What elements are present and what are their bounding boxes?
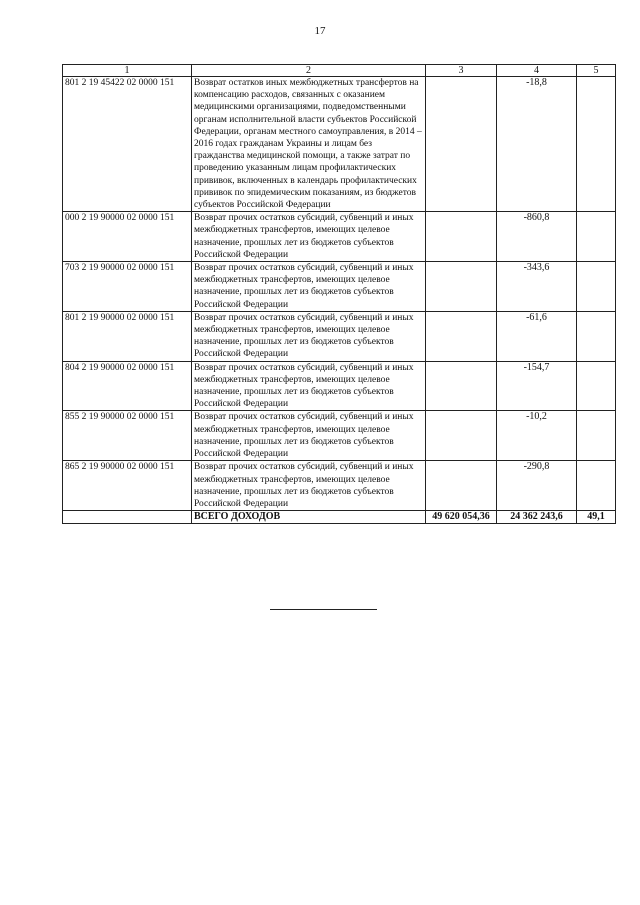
actual-amount-cell: -860,8 bbox=[497, 212, 577, 262]
total-row bbox=[63, 511, 616, 524]
table-row bbox=[63, 212, 616, 262]
column-header-1: 1 bbox=[63, 65, 192, 77]
actual-amount-cell: -18,8 bbox=[497, 77, 577, 212]
percent-cell bbox=[577, 411, 616, 461]
table-row bbox=[63, 411, 616, 461]
actual-amount-cell: -290,8 bbox=[497, 461, 577, 511]
percent-cell bbox=[577, 77, 616, 212]
column-header-5: 5 bbox=[577, 65, 616, 77]
description-cell: Возврат прочих остатков субсидий, субвенций и иных межбюджетных трансфертов, имеющих целевое назначение, прошлых лет из бюджетов субъектов Российской Федерации bbox=[192, 361, 426, 411]
budget-revenue-table bbox=[62, 64, 616, 524]
total-label: ВСЕГО ДОХОДОВ bbox=[192, 511, 426, 524]
percent-cell bbox=[577, 311, 616, 361]
plan-amount-cell bbox=[426, 311, 497, 361]
actual-amount-cell: -154,7 bbox=[497, 361, 577, 411]
percent-cell bbox=[577, 212, 616, 262]
table-row bbox=[63, 461, 616, 511]
actual-amount-cell: -10,2 bbox=[497, 411, 577, 461]
table-row bbox=[63, 77, 616, 212]
column-header-2: 2 bbox=[192, 65, 426, 77]
budget-code-cell: 801 2 19 90000 02 0000 151 bbox=[63, 311, 192, 361]
budget-code-cell: 855 2 19 90000 02 0000 151 bbox=[63, 411, 192, 461]
column-header-3: 3 bbox=[426, 65, 497, 77]
column-number-row bbox=[63, 65, 616, 77]
plan-amount-cell bbox=[426, 262, 497, 312]
page-number: 17 bbox=[314, 25, 326, 37]
description-cell: Возврат прочих остатков субсидий, субвенций и иных межбюджетных трансфертов, имеющих целевое назначение, прошлых лет из бюджетов субъектов Российской Федерации bbox=[192, 411, 426, 461]
total-plan-amount: 49 620 054,36 bbox=[426, 511, 497, 524]
total-actual-amount: 24 362 243,6 bbox=[497, 511, 577, 524]
actual-amount-cell: -343,6 bbox=[497, 262, 577, 312]
percent-cell bbox=[577, 461, 616, 511]
actual-amount-cell: -61,6 bbox=[497, 311, 577, 361]
description-cell: Возврат прочих остатков субсидий, субвенций и иных межбюджетных трансфертов, имеющих целевое назначение, прошлых лет из бюджетов субъектов Российской Федерации bbox=[192, 262, 426, 312]
total-percent: 49,1 bbox=[577, 511, 616, 524]
table-row bbox=[63, 361, 616, 411]
budget-code-cell: 703 2 19 90000 02 0000 151 bbox=[63, 262, 192, 312]
plan-amount-cell bbox=[426, 212, 497, 262]
plan-amount-cell bbox=[426, 461, 497, 511]
percent-cell bbox=[577, 361, 616, 411]
description-cell: Возврат остатков иных межбюджетных трансфертов на компенсацию расходов, связанных с оказанием медицинскими организациями, подведомственными органам исполнительной власти субъектов Российской Федерации, органам местного самоуправления, в 2014 – 2016 годах гражданам Украины и лицам без гражданства медицинской помощи, а также затрат по проведению указанным лицам профилактических прививок, включенных в календарь профилактических прививок по эпидемическим показаниям, из бюджетов субъектов Российской Федерации bbox=[192, 77, 426, 212]
description-cell: Возврат прочих остатков субсидий, субвенций и иных межбюджетных трансфертов, имеющих целевое назначение, прошлых лет из бюджетов субъектов Российской Федерации bbox=[192, 311, 426, 361]
closing-divider-line bbox=[270, 609, 377, 610]
percent-cell bbox=[577, 262, 616, 312]
description-cell: Возврат прочих остатков субсидий, субвенций и иных межбюджетных трансфертов, имеющих целевое назначение, прошлых лет из бюджетов субъектов Российской Федерации bbox=[192, 212, 426, 262]
table-row bbox=[63, 311, 616, 361]
budget-code-cell: 000 2 19 90000 02 0000 151 bbox=[63, 212, 192, 262]
description-cell: Возврат прочих остатков субсидий, субвенций и иных межбюджетных трансфертов, имеющих целевое назначение, прошлых лет из бюджетов субъектов Российской Федерации bbox=[192, 461, 426, 511]
plan-amount-cell bbox=[426, 361, 497, 411]
plan-amount-cell bbox=[426, 77, 497, 212]
budget-code-cell: 865 2 19 90000 02 0000 151 bbox=[63, 461, 192, 511]
total-code-cell bbox=[63, 511, 192, 524]
budget-code-cell: 804 2 19 90000 02 0000 151 bbox=[63, 361, 192, 411]
plan-amount-cell bbox=[426, 411, 497, 461]
column-header-4: 4 bbox=[497, 65, 577, 77]
budget-code-cell: 801 2 19 45422 02 0000 151 bbox=[63, 77, 192, 212]
table-row bbox=[63, 262, 616, 312]
